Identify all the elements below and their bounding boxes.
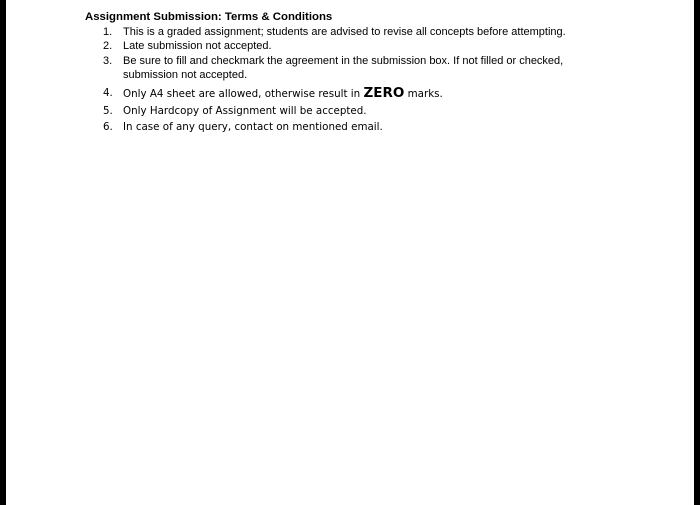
item-number: 1.: [103, 26, 113, 38]
item-number: 5.: [103, 105, 113, 117]
item-text: Only Hardcopy of Assignment will be accepted.: [123, 105, 367, 117]
terms-item-5: [103, 105, 367, 119]
item-text-line-2: submission not accepted.: [123, 68, 248, 81]
item-number: 2.: [103, 40, 113, 52]
item-number: 3.: [103, 55, 113, 67]
item-text: In case of any query, contact on mentioned email.: [123, 121, 383, 133]
item-text-after: marks.: [407, 88, 443, 100]
terms-item-4: [103, 87, 443, 102]
document-page: [6, 0, 694, 505]
terms-item-2: [103, 40, 272, 54]
terms-item-3: [103, 55, 563, 82]
item-text-line-1: Be sure to fill and checkmark the agreement in the submission box. If not filled or checked,: [123, 55, 564, 67]
document-title: Assignment Submission: Terms & Conditions: [85, 11, 333, 23]
terms-item-1: [103, 26, 566, 40]
zero-emphasis: ZERO: [363, 85, 405, 101]
item-number: 4.: [103, 87, 113, 99]
item-text: Only A4 sheet are allowed, otherwise result in: [123, 88, 361, 100]
terms-item-6: [103, 121, 383, 135]
item-text: This is a graded assignment; students are advised to revise all concepts before attempting.: [123, 26, 566, 38]
item-number: 6.: [103, 121, 113, 133]
item-text: Late submission not accepted.: [123, 40, 272, 52]
